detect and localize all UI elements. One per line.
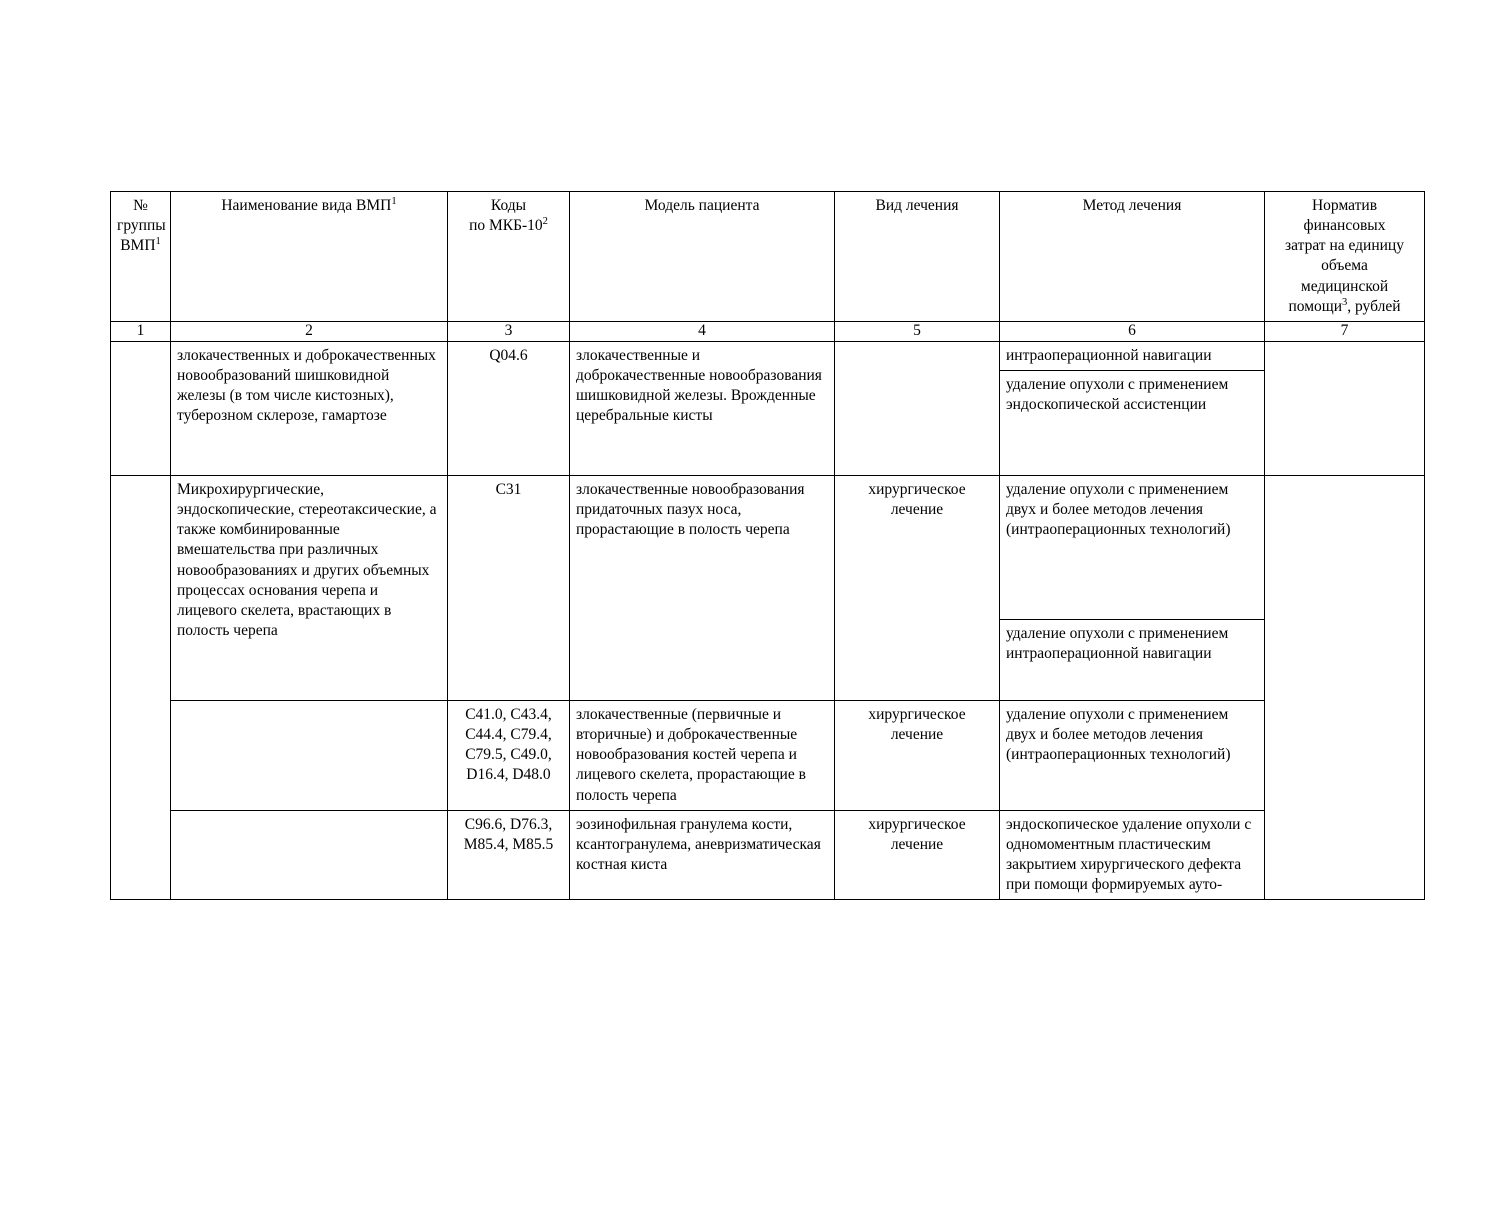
footnote-marker-1: 1 [391,195,397,207]
cell-treatment-method: удаление опухоли с применением двух и более методов лечения (интраоперационных технологий) [1000,475,1265,619]
header-cell-icd-codes: Коды по МКБ-$10^2$ [448,192,570,322]
cell-treatment-method: интраоперационной навигации [1000,341,1265,370]
column-number-3: 3 [448,321,570,341]
cell-group-no [111,475,171,899]
cell-treatment-type: хирургическое лечение [835,475,1000,700]
header-cell-cost-norm: Норматив финансовых затрат на единицу объема медицинской помощи$^3$, рублей [1265,192,1425,322]
header-cell-patient-model: Модель пациента [570,192,835,322]
cell-treatment-method: удаление опухоли с применением эндоскопической ассистенции [1000,370,1265,475]
cell-patient-model: злокачественные и доброкачественные новообразования шишковидной железы. Врожденные церебральные кисты [570,341,835,475]
column-number-5: 5 [835,321,1000,341]
cell-icd-codes: C41.0, C43.4, C44.4, C79.4, C79.5, C49.0, D16.4, D48.0 [448,700,570,810]
column-number-2: 2 [171,321,448,341]
cell-patient-model: злокачественные (первичные и вторичные) и доброкачественные новообразования костей черепа и лицевого скелета, прорастающие в полость черепа [570,700,835,810]
column-number-row [111,321,1425,341]
table-row [111,475,1425,619]
cell-vmp-name [171,700,448,810]
cell-treatment-type [835,341,1000,475]
header-cell-group-no: № группы ВМП$^1$ [111,192,171,322]
footnote-marker-2: 2 [542,215,548,227]
header-cell-vmp-name: Наименование вида ВМП$^1$ [171,192,448,322]
column-number-1: 1 [111,321,171,341]
header-cell-treatment-method: Метод лечения [1000,192,1265,322]
cell-treatment-method: эндоскопическое удаление опухоли с одномоментным пластическим закрытием хирургического дефекта при помощи формируемых ауто- [1000,810,1265,900]
cell-icd-codes: C96.6, D76.3, M85.4, M85.5 [448,810,570,900]
cell-cost-norm [1265,341,1425,475]
footnote-marker-3: 3 [1342,296,1348,308]
cell-cost-norm [1265,475,1425,899]
cell-patient-model: эозинофильная гранулема кости, ксантогранулема, аневризматическая костная киста [570,810,835,900]
table-header [111,192,1425,342]
cell-icd-codes: Q04.6 [448,341,570,475]
table-row [111,341,1425,370]
table-body [111,341,1425,899]
header-cell-treatment-type: Вид лечения [835,192,1000,322]
cell-patient-model: злокачественные новообразования придаточных пазух носа, прорастающие в полость черепа [570,475,835,700]
cell-treatment-method: удаление опухоли с применением интраоперационной навигации [1000,619,1265,700]
column-number-4: 4 [570,321,835,341]
cell-treatment-type: хирургическое лечение [835,700,1000,810]
column-number-7: 7 [1265,321,1425,341]
cell-vmp-name [171,810,448,900]
footnote-marker-1: 1 [155,236,161,248]
vmp-table [110,191,1425,900]
cell-icd-codes: C31 [448,475,570,700]
cell-vmp-name: злокачественных и доброкачественных новообразований шишковидной железы (в том числе кистозных), туберозном склерозе, гамартозе [171,341,448,475]
table-header-row [111,192,1425,322]
column-number-6: 6 [1000,321,1265,341]
table-row [111,810,1425,900]
cell-vmp-name: Микрохирургические, эндоскопические, стереотаксические, а также комбинированные вмешательства при различных новообразованиях и других объемных процессах основания черепа и лицевого скелета, врастающих в полость черепа [171,475,448,700]
cell-treatment-type: хирургическое лечение [835,810,1000,900]
table-row [111,700,1425,810]
cell-group-no [111,341,171,475]
cell-treatment-method: удаление опухоли с применением двух и более методов лечения (интраоперационных технологий) [1000,700,1265,810]
